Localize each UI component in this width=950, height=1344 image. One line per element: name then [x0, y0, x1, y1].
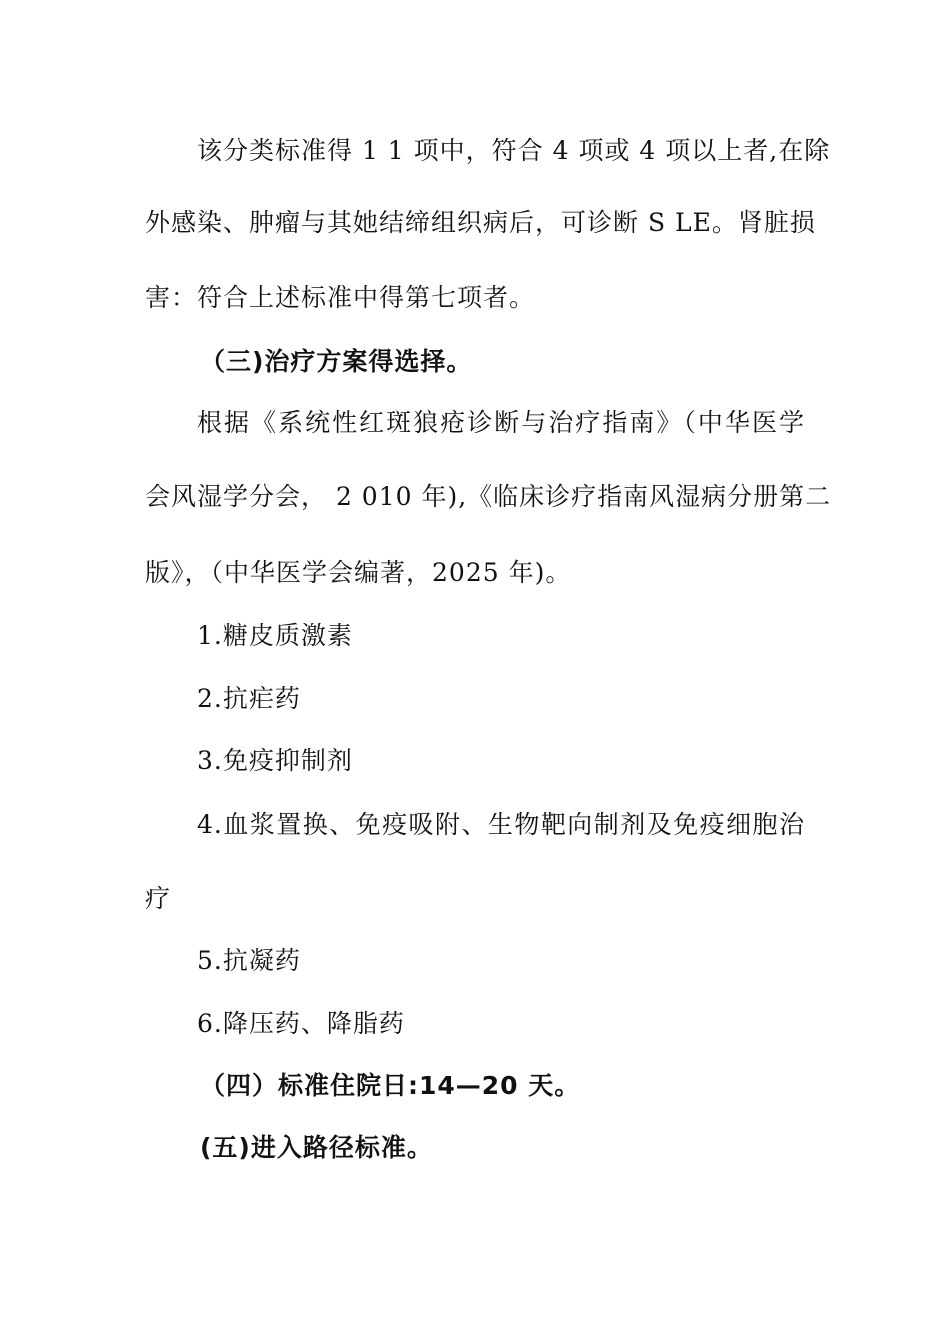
list-item: 3.免疫抑制剂: [197, 746, 353, 775]
list-item: 4.血浆置换、免疫吸附、生物靶向制剂及免疫细胞治: [197, 810, 805, 839]
paragraph-line: 版》，（中华医学会编著，2025 年)。: [145, 558, 572, 587]
list-item: 2.抗疟药: [197, 684, 301, 713]
list-item: 1.糖皮质激素: [197, 621, 353, 650]
paragraph-line: 害：符合上述标准中得第七项者。: [145, 283, 536, 312]
paragraph-line: 该分类标准得 1 1 项中，符合 4 项或 4 项以上者,在除: [197, 136, 831, 165]
section-heading: （三)治疗方案得选择。: [200, 347, 473, 376]
list-item: 5.抗凝药: [197, 946, 301, 975]
list-item: 6.降压药、降脂药: [197, 1009, 405, 1038]
paragraph-line: 外感染、肿瘤与其她结缔组织病后，可诊断 S LE。肾脏损: [145, 208, 816, 237]
list-item-continuation: 疗: [145, 884, 172, 913]
paragraph-line: 根据《系统性红斑狼疮诊断与治疗指南》（中华医学: [197, 408, 805, 437]
section-heading: (五)进入路径标准。: [200, 1133, 433, 1162]
section-heading: （四）标准住院日:14—20 天。: [200, 1071, 581, 1100]
paragraph-line: 会风湿学分会， 2 010 年),《临床诊疗指南风湿病分册第二: [145, 482, 832, 511]
